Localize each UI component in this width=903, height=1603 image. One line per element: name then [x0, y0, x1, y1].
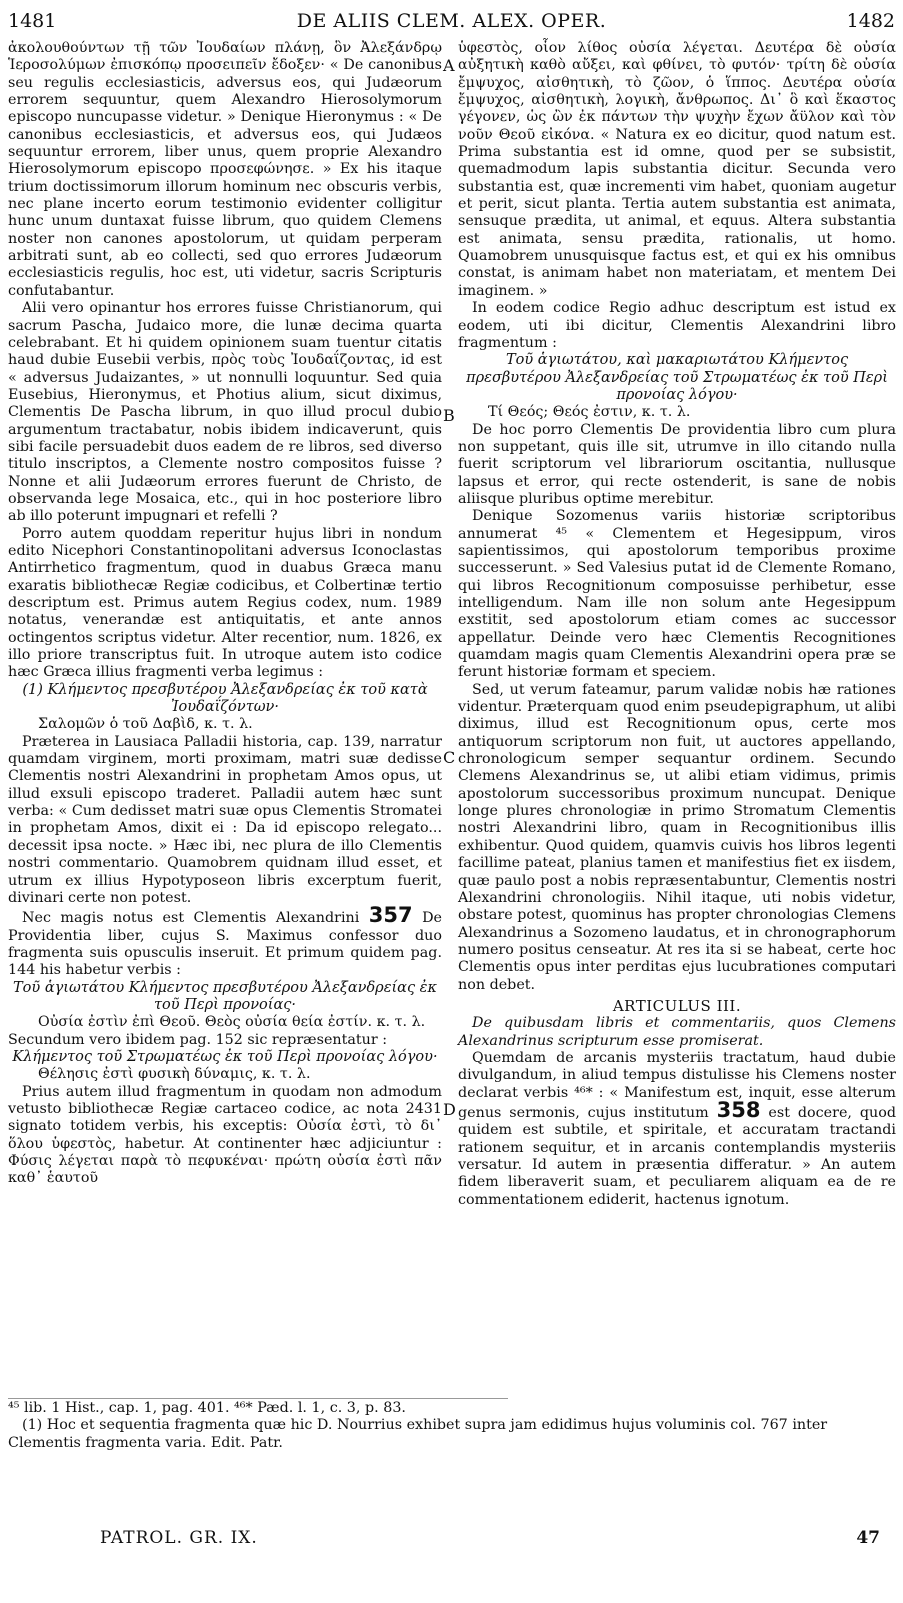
paragraph: [8, 903, 443, 979]
volume-signature: PATROL. GR. IX.: [100, 1528, 258, 1548]
footnote-divider: [8, 1398, 508, 1399]
paragraph: Denique Sozomenus variis historiæ scriptoribus annumerat ⁴⁵ « Clementem et Hegesippum, viros sapientissimos, qui apostolorum temporibus proxime successerunt. » Sed Valesius putat id de Clemente Romano, qui libros Recognitionum composuisse perhibetur, esse intelligendum. Nam ille non solum ante Hegesippum exstitit, sed apostolorum etiam comes ac successor appellatur. Deinde vero hæc Clementis Recognitiones quamdam magis quam Clementis Alexandrini opera præ se ferunt historiæ formam et speciem.: [458, 508, 896, 681]
paragraph: Alii vero opinantur hos errores fuisse Christianorum, qui sacrum Pascha, Judaico more, die lunæ decima quarta celebrabant. Et hi quidem opinionem suam tuentur citatis haud dubie Eusebii verbis, πρὸς τοὺς Ἰουδαΐζοντας, id est « adversus Judaizantes, » ut nonnulli loquuntur. Sed quia Eusebius, Hieronymus, et Photius alium, sicut diximus, Clementis De Pascha librum, in quo illud procul dubio argumentum tractabatur, nobis ibidem indicaverunt, quis sibi facile persuadebit duos eadem de re libros, sed diverso titulo inscriptos, a Clemente nostro compositos fuisse ? Nonne et alii Judæorum errores fuerunt de Christo, de observanda lege Mosaica, etc., qui in hoc posteriore libro ab illo poterunt impugnari et refelli ?: [8, 300, 442, 525]
left-page-number: 1481: [8, 10, 57, 32]
right-page-number: 1482: [846, 10, 895, 32]
section-letter-a: A: [443, 56, 455, 75]
footnotes: [8, 1400, 895, 1452]
greek-fragment-title: Τοῦ ἁγιωτάτου Κλήμεντος πρεσβυτέρου Ἀλεξανδρείας ἐκ τοῦ Περὶ προνοίας·: [13, 979, 437, 1013]
paragraph-end: est docere, quod quidem est subtile, et spiritale, et accuratam tractandi rationem sequitur, et in arcanis contemplandis mysteriis versatur. Id autem in præsentia differatur. » An autem fidem liberaverit suam, et peculiarem aliquam ea de re commentationem ediderit, hactenus ignotum.: [458, 1104, 897, 1208]
running-title: DE ALIIS CLEM. ALEX. OPER.: [296, 10, 607, 32]
greek-fragment-incipit: Τί Θεός; Θεός ἐστιν, κ. τ. λ.: [488, 404, 691, 421]
left-column: [8, 40, 442, 1188]
greek-fragment-incipit: Οὐσία ἐστὶν ἐπὶ Θεοῦ. Θεὸς οὐσία θεία ἐστίν. κ. τ. λ.: [38, 1014, 426, 1031]
paragraph-end: De Providentia liber, cujus S. Maximus confessor duo fragmenta suis opusculis inseruit. Et primum quidem pag. 144 his habetur verbis :: [8, 910, 443, 979]
paragraph: Prius autem illud fragmentum in quodam non admodum vetusto bibliothecæ Regiæ cartaceo codice, ac nota 2431 signato totidem verbis, his exceptis: Οὐσία ἐστὶ, τὸ δι᾽ ὅλου ὑφεστὸς, habetur. At continenter hæc adjiciuntur : Φύσις λέγεται παρὰ τὸ πεφυκέναι· πρώτη οὐσία ἐστὶ πᾶν καθ᾽ ἑαυτοῦ: [8, 1083, 442, 1187]
greek-fragment-title: Κλήμεντος τοῦ Στρωματέως ἐκ τοῦ Περὶ προνοίας λόγου·: [12, 1048, 438, 1065]
article-subtitle: De quibusdam libris et commentariis, quos Clemens Alexandrinus scripturum esse promiserat.: [458, 1015, 896, 1049]
column-number-357: 357: [368, 903, 413, 928]
page-header: [8, 10, 895, 34]
paragraph: Præterea in Lausiaca Palladii historia, cap. 139, narratur quamdam virginem, morti proximam, matri suæ dedisse Clementis nostri Alexandrini in prophetam Amos opus, ut illud exsuli episcopo traderet. Palladii autem hæc sunt verba: « Cum dedisset matri suæ opus Clementis Stromatei in prophetam Amos, dixit ei : Da id episcopo relegato... decessit ipsa nocte. » Hæc ibi, nec plura de illo Clementis nostri commentario. Quamobrem quidnam illud esset, et utrum ex illius Hypotyposeon libris excerptum fuerit, divinari certe non potest.: [8, 733, 442, 906]
footnote: ⁴⁵ lib. 1 Hist., cap. 1, pag. 401. ⁴⁶* Pæd. l. 1, c. 3, p. 83.: [8, 1400, 406, 1416]
greek-fragment-incipit: Σαλομῶν ὁ τοῦ Δαβὶδ, κ. τ. λ.: [38, 716, 253, 733]
paragraph: Secundum vero ibidem pag. 152 sic repræsentatur :: [8, 1031, 388, 1048]
paragraph: De hoc porro Clementis De providentia libro cum plura non suppetant, quis ille sit, utrumve in illo citando nulla fuerit scriptorum vel librariorum oscitantia, nullusque lapsus et error, qui recte ostenderit, is sane de nobis aliisque pluribus optime merebitur.: [458, 421, 896, 507]
footnote: (1) Hoc et sequentia fragmenta quæ hic D. Nourrius exhibet supra jam edidimus hujus voluminis col. 767 inter Clementis fragmenta varia. Edit. Patr.: [8, 1417, 828, 1451]
section-letter-c: C: [443, 748, 456, 767]
column-number-358: 358: [716, 1097, 761, 1122]
greek-fragment-title: (1) Κλήμεντος πρεσβυτέρου Ἀλεξανδρείας ἐκ τοῦ κατὰ Ἰουδαΐζόντων·: [22, 681, 428, 716]
paragraph: In eodem codice Regio adhuc descriptum est istud ex eodem, uti ibi dicitur, Clementis Alexandrini libro fragmentum :: [458, 300, 896, 351]
section-letter-d: D: [443, 1100, 456, 1119]
greek-fragment-title: Τοῦ ἁγιωτάτου, καὶ μακαριωτάτου Κλήμεντος πρεσβυτέρου Ἀλεξανδρείας τοῦ Στρωματέως ἐκ τοῦ Περὶ προνοίας λόγου·: [466, 352, 888, 403]
right-column: [458, 40, 896, 1209]
paragraph: ὑφεστὸς, οἷον λίθος οὐσία λέγεται. Δευτέρα δὲ οὐσία αὐξητικὴ καθὸ αὔξει, καὶ φθίνει, τὸ φυτόν· τρίτη δὲ οὐσία ἔμψυχος, αἰσθητικὴ, τὸ ζῶον, ὁ ἵππος. Δευτέρα οὐσία ἔμψυχος, αἰσθητικὴ, λογικὴ, ἄνθρωπος. Δι᾽ ὃ καὶ ἕκαστος γέγονεν, ὡς ὢν ἐκ πάντων τὴν ψυχὴν ἔχων ἄϋλον καὶ τὸν νοῦν Θεοῦ εἰκόνα. « Natura ex eo dicitur, quod natum est. Prima substantia est id omne, quod per se subsistit, quemadmodum lapis substantia dicitur. Secunda vero substantia est, quæ incrementi vim habet, quoniam augetur et perit, sicut planta. Tertia autem substantia est animata, sensuque prædita, ut animal, et equus. Altera substantia est animata, sensu prædita, rationalis, ut homo. Quamobrem unusquisque factus est, et qui ex his omnibus constat, is animam habet non materiatam, et mentem Dei imaginem. »: [458, 40, 896, 299]
greek-fragment-incipit: Θέλησις ἐστὶ φυσικὴ δύναμις, κ. τ. λ.: [38, 1066, 311, 1083]
paragraph: Sed, ut verum fateamur, parum validæ nobis hæ rationes videntur. Præterquam quod enim pseudepigraphum, ut alibi diximus, illud est Recognitionum opus, certe mos antiquorum scriptorum non fuit, ut auctores appellando, chronologicum semper sequantur ordinem. Secundo Clemens Alexandrinus se, ut alibi etiam vidimus, primis apostolorum successoribus proximum nuncupat. Denique longe plures chronologiæ in primo Stromatum Clementis nostri Alexandrini libro, quam in Recognitionibus illis exhibentur. Quod quidem, quamvis cuivis hos libros legenti facillime pateat, planius tamen et manifestius fiet ex iisdem, quæ paulo post a nobis repræsentabuntur, Clementis nostri Alexandrini chronologiis. Nihil itaque, uti nobis videtur, obstare potest, quominus has propter chronologias Clemens Alexandrinus a Sozomeno laudatus, et in chronographorum numero positus censeatur. At res ita si se habeat, certe hoc Clementis opus inter perditas ejus lucubrationes computari non debet.: [458, 681, 896, 993]
paragraph: ἀκολουθούντων τῇ τῶν Ἰουδαίων πλάνῃ, ὃν Ἀλεξάνδρῳ Ἱεροσολύμων ἐπισκόπῳ προσειπεῖν ἔδοξεν· « De canonibus seu regulis ecclesiasticis, adversus eos, qui Judæorum errorem sequuntur, quem Alexandro Hierosolymorum episcopo nuncupasse videtur. » Denique Hieronymus : « De canonibus ecclesiasticis, et adversus eos, qui Judæos sequuntur errorem, liber unus, quem proprie Alexandro Hierosolymorum episcopo προσεφώνησε. » Ex his itaque trium doctissimorum illorum hominum nec obscuris verbis, nec plane incerto eorum testimonio evidenter colligitur hunc unum duntaxat fuisse librum, quo quidem Clemens noster non canones apostolorum, ut quidam perperam arbitrati sunt, ab eo collecti, sed quo errores Judæorum ecclesiasticis regulis, hoc est, uti videtur, sacris Scripturis confutabantur.: [8, 40, 442, 299]
sheet-number: 47: [856, 1528, 880, 1548]
section-letter-b: B: [443, 406, 455, 425]
paragraph: [458, 1050, 896, 1209]
paragraph-start: Quemdam de arcanis mysteriis tractatum, haud dubie divulgandum, in aliud tempus distulisse his Clemens noster declarat verbis ⁴⁶* : « Manifestum est, inquit, esse alterum genus sermonis, cujus institutum: [458, 1049, 896, 1121]
paragraph: Porro autem quoddam reperitur hujus libri in nondum edito Nicephori Constantinopolitani adversus Iconoclastas Antirrhetico fragmentum, quod in duabus Græca manu exaratis bibliothecæ Regiæ codicibus, et Colbertinæ tertio descriptum est. Primus autem Regius codex, num. 1989 notatus, venerandæ est antiquitatis, et ante annos octingentos scriptus videtur. Alter recentior, num. 1826, ex illo priore transcriptus fuit. In utroque autem isto codice hæc Græca illius fragmenti verba legimus :: [8, 525, 442, 681]
article-title: ARTICULUS III.: [612, 996, 742, 1015]
paragraph-start: Nec magis notus est Clementis Alexandrini: [22, 910, 360, 927]
